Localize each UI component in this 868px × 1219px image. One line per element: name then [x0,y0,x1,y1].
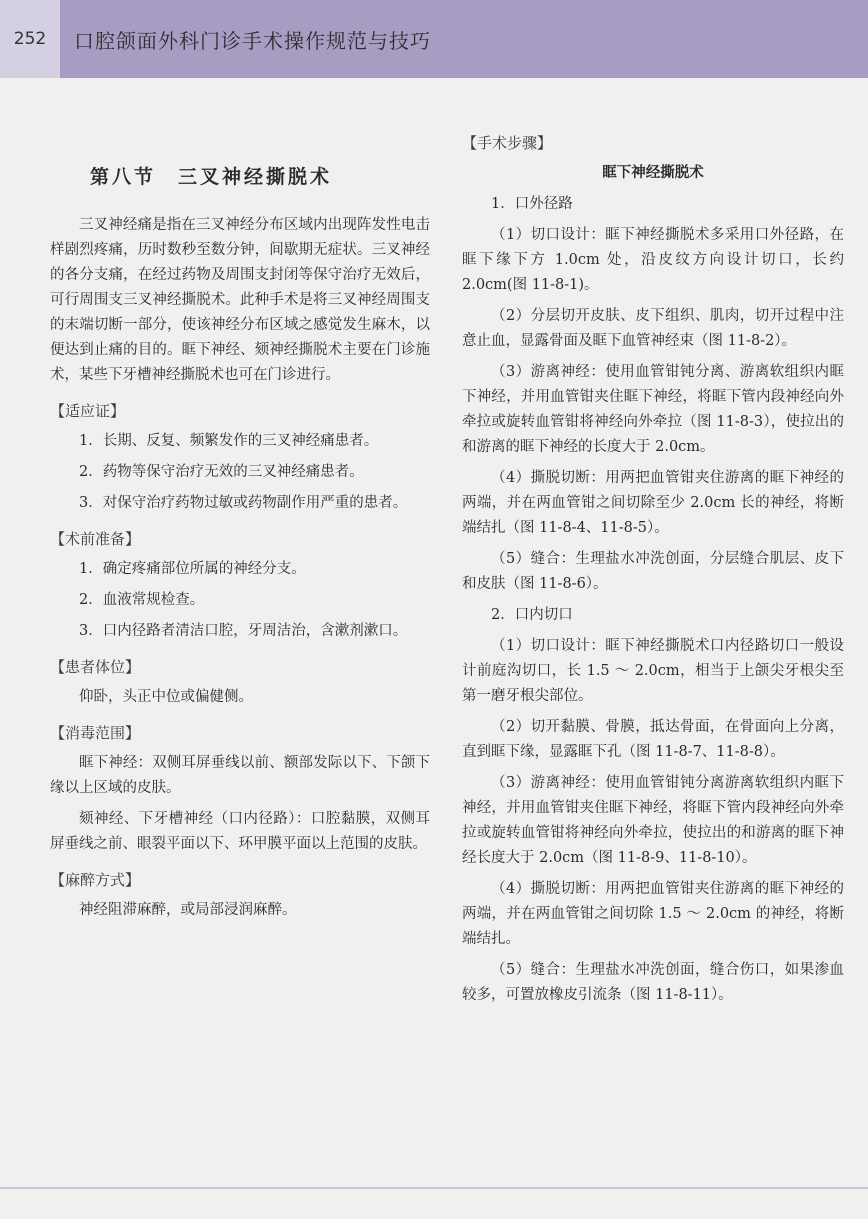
section-title [90,162,430,189]
indication-item: 1．长期、反复、频繁发作的三叉神经痛患者。 [79,433,379,449]
step-item: （2）切开黏膜、骨膜，抵达骨面，在骨面向上分离，直到眶下缘，显露眶下孔（图 11-8-7、11-8-8）。 [462,719,844,760]
prep-item: 3．口内径路者清洁口腔，牙周洁治，含漱剂漱口。 [79,623,408,639]
disinfect-heading: 【消毒范围】 [50,724,141,742]
route-heading: 2．口内切口 [491,607,573,623]
step-item: （4）撕脱切断：用两把血管钳夹住游离的眶下神经的两端，并在两血管钳之间切除至少 2.0cm 长的神经，将断端结扎（图 11-8-4、11-8-5）。 [462,470,844,536]
prep-item: 1．确定疼痛部位所属的神经分支。 [79,561,306,577]
prep-heading: 【术前准备】 [50,530,141,548]
position-heading: 【患者体位】 [50,658,141,676]
book-title: 口腔颌面外科门诊手术操作规范与技巧 [60,0,868,78]
indication-item: 2．药物等保守治疗无效的三叉神经痛患者。 [79,464,364,480]
route-heading: 1．口外径路 [491,196,573,212]
step-item: （5）缝合：生理盐水冲洗创面，缝合伤口，如果渗血较多，可置放橡皮引流条（图 11-8-11）。 [462,962,844,1003]
disinfect-item: 眶下神经：双侧耳屏垂线以前、额部发际以下、下颌下缘以上区域的皮肤。 [50,755,430,796]
position-text: 仰卧，头正中位或偏健侧。 [79,689,253,705]
section-number: 第八节 [90,166,157,188]
prep-item: 2．血液常规检查。 [79,592,205,608]
steps-heading: 【手术步骤】 [462,134,553,152]
step-item: （3）游离神经：使用血管钳钝分离游离软组织内眶下神经，并用血管钳夹住眶下神经，将眶下管内段神经向外牵拉或旋转血管钳将神经向外牵拉，使拉出的和游离的眶下神经长度大于 2.0cm（图 11-8-9、11-8-10）。 [462,775,844,866]
anesthesia-heading: 【麻醉方式】 [50,871,141,889]
disinfect-item: 颏神经、下牙槽神经（口内径路）：口腔黏膜，双侧耳屏垂线之前、眼裂平面以下、环甲膜平面以上范围的皮肤。 [50,811,430,852]
left-column [50,128,430,929]
intro-paragraph: 三叉神经痛是指在三叉神经分布区域内出现阵发性电击样剧烈疼痛，历时数秒至数分钟，间歇期无症状。三叉神经的各分支痛，在经过药物及周围支封闭等保守治疗无效后，可行周围支三叉神经撕脱术。此种手术是将三叉神经周围支的末端切断一部分，使该神经分布区域之感觉发生麻木，以便达到止痛的目的。眶下神经、颏神经撕脱术主要在门诊施术，某些下牙槽神经撕脱术也可在门诊进行。 [50,217,430,383]
step-item: （4）撕脱切断：用两把血管钳夹住游离的眶下神经的两端，并在两血管钳之间切除 1.5 ～ 2.0cm 的神经，将断端结扎。 [462,881,844,947]
right-column [462,132,844,1014]
step-item: （5）缝合：生理盐水冲洗创面，分层缝合肌层、皮下和皮肤（图 11-8-6）。 [462,551,844,592]
step-item: （1）切口设计：眶下神经撕脱术口内径路切口一般设计前庭沟切口，长 1.5 ～ 2.0cm，相当于上颌尖牙根尖至第一磨牙根尖部位。 [462,638,844,704]
sub-title: 眶下神经撕脱术 [602,165,704,181]
step-item: （1）切口设计：眶下神经撕脱术多采用口外径路，在眶下缘下方 1.0cm 处，沿皮纹方向设计切口，长约 2.0cm(图 11-8-1)。 [462,227,844,293]
footer-rule [0,1187,868,1189]
indications-heading: 【适应证】 [50,402,126,420]
page-header [0,0,868,78]
indication-item: 3．对保守治疗药物过敏或药物副作用严重的患者。 [79,495,408,511]
page-number: 252 [0,0,60,78]
section-name: 三叉神经撕脱术 [178,166,333,188]
anesthesia-text: 神经阻滞麻醉，或局部浸润麻醉。 [79,902,297,918]
step-item: （3）游离神经：使用血管钳钝分离、游离软组织内眶下神经，并用血管钳夹住眶下神经，将眶下管内段神经向外牵拉或旋转血管钳将神经向外牵拉（图 11-8-3），使拉出的和游离的眶下神经的长度大于 2.0cm。 [462,364,844,455]
step-item: （2）分层切开皮肤、皮下组织、肌肉，切开过程中注意止血，显露骨面及眶下血管神经束（图 11-8-2）。 [462,308,844,349]
